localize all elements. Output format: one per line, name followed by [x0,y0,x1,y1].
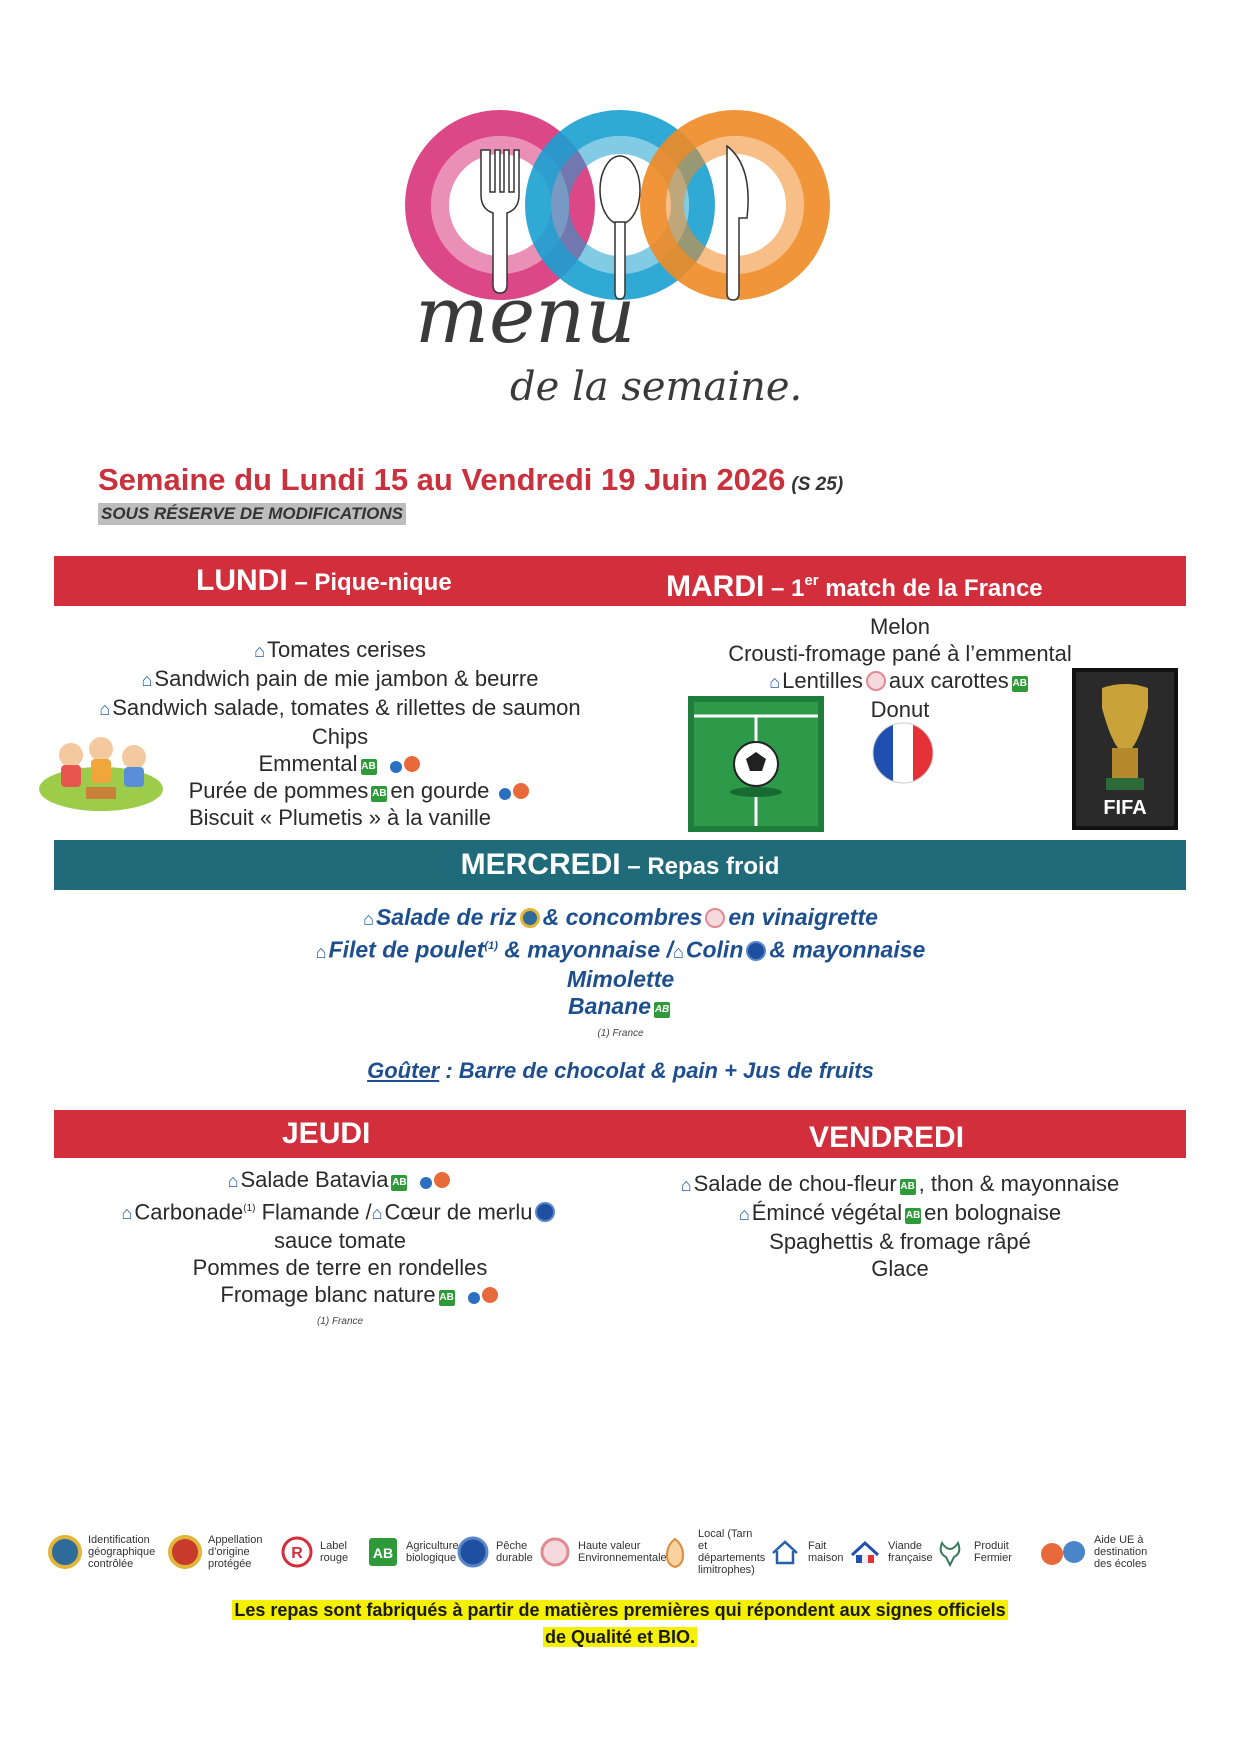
hve-icon [866,671,886,691]
ab-icon: AB [1012,676,1028,692]
item-text: Pommes de terre en rondelles [192,1255,488,1281]
aide-ue-icon [495,781,531,801]
fait-maison-icon: ⌂ [769,672,781,692]
item-text: , thon & mayonnaise [918,1171,1120,1196]
theme-mercredi: – Repas froid [620,853,780,880]
legend-item [768,1522,848,1582]
item-text: Donut [870,697,930,722]
fait-maison-icon: ⌂ [141,670,153,690]
list-item [40,1227,640,1254]
hve-icon [538,1535,572,1569]
igp-icon [520,908,540,928]
item-text: en gourde [390,778,490,803]
menu-logo [395,110,855,420]
list-item [0,966,1241,993]
item-text: Colin [685,936,744,963]
football-pitch-icon [688,696,824,832]
list-item [630,1170,1170,1199]
quality-note-line1: Les repas sont fabriqués à partir de matières premières qui répondent aux signes officiels [234,1600,1006,1620]
item-text: en vinaigrette [728,904,878,930]
fait-maison-icon: ⌂ [227,1171,239,1191]
item-text: Sandwich salade, tomates & rillettes de saumon [112,695,581,720]
item-text: Fromage blanc nature [220,1282,436,1308]
list-item [630,1228,1170,1255]
list-item [630,1255,1170,1282]
menu-jeudi [40,1166,640,1335]
item-text: Glace [871,1256,929,1281]
menu-mercredi [0,904,1241,1047]
ab-icon: AB [654,1002,670,1018]
list-item [40,1254,640,1281]
ab-icon: AB [905,1208,921,1224]
gouter-text: : Barre de chocolat & pain + Jus de fruits [439,1058,874,1083]
item-text: Salade de riz [375,904,517,930]
fait-maison-icon: ⌂ [673,941,684,962]
legend-label: Aide UE à destination des écoles [1094,1534,1148,1570]
fait-maison-icon: ⌂ [738,1204,750,1224]
day-vendredi: VENDREDI [809,1121,965,1154]
logo-menu-word: menu [415,271,636,361]
ab-icon: AB [361,759,377,775]
item-text: Salade Batavia [240,1167,389,1192]
viande-francaise-icon [848,1535,882,1569]
item-text: Emmental [258,751,358,776]
item-text: & concombres [542,904,703,930]
item-text: Chips [311,724,369,749]
legend-label: Label rouge [320,1540,349,1564]
aide-ue-icon [416,1170,452,1190]
legend-item [48,1522,158,1582]
theme-mardi: match de la France [818,575,1043,602]
fait-maison-icon: ⌂ [121,1203,133,1224]
peche-durable-icon [535,1202,555,1222]
gouter-label: Goûter [367,1058,440,1083]
footnote-marker: (1) [484,940,498,952]
legend-label: Local (Tarn et départements limitrophes) [698,1528,766,1576]
legend-label: Appellation d’origine protégée [208,1534,263,1570]
fait-maison-icon: ⌂ [680,1175,692,1195]
day-mercredi: MERCREDI [460,848,621,881]
fait-maison-icon: ⌂ [99,699,111,719]
week-number: (S 25) [791,474,844,495]
svg-text:AB: AB [372,1545,394,1561]
logo-semaine-word: de la semaine. [510,364,803,410]
legend-item [168,1522,278,1582]
item-text: Biscuit « Plumetis » à la vanille [188,805,492,830]
produit-fermier-icon [934,1535,968,1569]
legend-item [456,1522,540,1582]
list-item [0,993,1241,1020]
fait-maison-icon: ⌂ [315,941,327,962]
list-item [0,933,1241,966]
aide-ue-icon [1038,1535,1088,1569]
ab-icon: AB [439,1290,455,1306]
item-text: Tomates cerises [266,637,426,662]
day-heading-lundi [196,556,452,606]
legend-label: Haute valeur Environnementale [578,1540,667,1564]
peche-durable-icon [456,1535,490,1569]
igp-icon [48,1535,82,1569]
band-mercredi [54,840,1186,890]
local-icon [658,1535,692,1569]
item-text: en bolognaise [924,1200,1062,1225]
week-title-text: Semaine du Lundi 15 au Vendredi 19 Juin 2026 [98,462,786,497]
day-mardi: MARDI [666,570,765,603]
aop-icon [168,1535,202,1569]
list-item [40,1281,640,1308]
mardi-dash: – 1 [764,575,805,602]
label-rouge-icon [280,1535,314,1569]
legend-label: Agriculture biologique [406,1540,459,1564]
mardi-sup: er [804,572,819,589]
french-flag-icon [872,722,934,784]
item-text: & mayonnaise / [497,936,673,963]
footnote-marker: (1) [243,1203,256,1214]
fait-maison-icon: ⌂ [371,1203,383,1224]
item-text: & mayonnaise [769,936,926,963]
footnote-jeudi: (1) France [316,1316,364,1328]
item-text: Cœur de merlu [384,1199,533,1225]
legend-label: Pêche durable [496,1540,533,1564]
aide-ue-icon [464,1285,500,1305]
legend [48,1522,1198,1582]
legend-item [1038,1522,1164,1582]
day-jeudi: JEUDI [282,1117,371,1150]
day-heading-mercredi [54,840,1186,890]
legend-label: Fait maison [808,1540,844,1564]
peche-durable-icon [746,941,766,961]
item-text: Crousti-fromage pané à l’emmental [728,641,1072,666]
item-text: Salade de chou-fleur [693,1171,897,1196]
ab-icon [366,1535,400,1569]
list-item [0,904,1241,933]
item-text: Mimolette [566,965,675,992]
legend-item [848,1522,938,1582]
item-text: Spaghettis & fromage râpé [769,1229,1031,1254]
theme-lundi: – Pique-nique [287,569,452,596]
item-text: Purée de pommes [188,778,369,803]
ab-icon: AB [391,1175,407,1191]
item-text: Carbonade [134,1199,244,1225]
item-text: Melon [870,614,930,639]
legend-item [280,1522,364,1582]
list-item [40,694,640,723]
fifa-text: FIFA [1103,797,1147,819]
footnote-mercredi: (1) France [597,1027,644,1039]
list-item [40,1166,640,1195]
quality-note-line2: de Qualité et BIO. [544,1627,696,1647]
aide-ue-icon [386,754,422,774]
list-item [640,613,1160,640]
item-text: Banane [567,992,652,1019]
week-title [98,462,843,498]
item-text: sauce tomate [273,1228,407,1254]
picnic-illustration [36,727,166,812]
hve-icon [705,908,725,928]
ab-icon: AB [900,1179,916,1195]
item-text: Lentilles [782,668,863,693]
item-text: Émincé végétal [751,1200,903,1225]
item-text: Filet de poulet [328,936,485,963]
legend-label: Viande française [888,1540,933,1564]
day-heading-mardi [666,556,1043,606]
legend-label: Identification géographique contrôlée [88,1534,156,1570]
fait-maison-icon: ⌂ [363,909,374,929]
gouter-line [0,1058,1241,1084]
reserve-notice: SOUS RÉSERVE DE MODIFICATIONS [98,503,406,525]
fait-maison-icon: ⌂ [254,641,265,661]
item-text: Sandwich pain de mie jambon & beurre [154,666,539,691]
day-lundi: LUNDI [196,564,288,597]
list-item [40,636,640,665]
quality-note [150,1597,1090,1651]
list-item [40,665,640,694]
list-item [630,1199,1170,1228]
list-item [640,640,1160,667]
list-item [40,1195,640,1227]
legend-item [934,1522,1020,1582]
legend-label: Produit Fermier [974,1540,1012,1564]
legend-item [366,1522,468,1582]
legend-item [538,1522,668,1582]
menu-vendredi [630,1170,1170,1282]
item-text: aux carottes [888,668,1009,693]
fifa-world-cup-logo [1072,668,1178,830]
band-lundi-mardi [54,556,1186,606]
legend-item [658,1522,764,1582]
fait-maison-icon [768,1535,802,1569]
ab-icon: AB [371,786,387,802]
band-jeudi-vendredi [54,1110,1186,1158]
svg-text:R: R [291,1545,303,1562]
item-text: Flamande / [255,1199,372,1225]
